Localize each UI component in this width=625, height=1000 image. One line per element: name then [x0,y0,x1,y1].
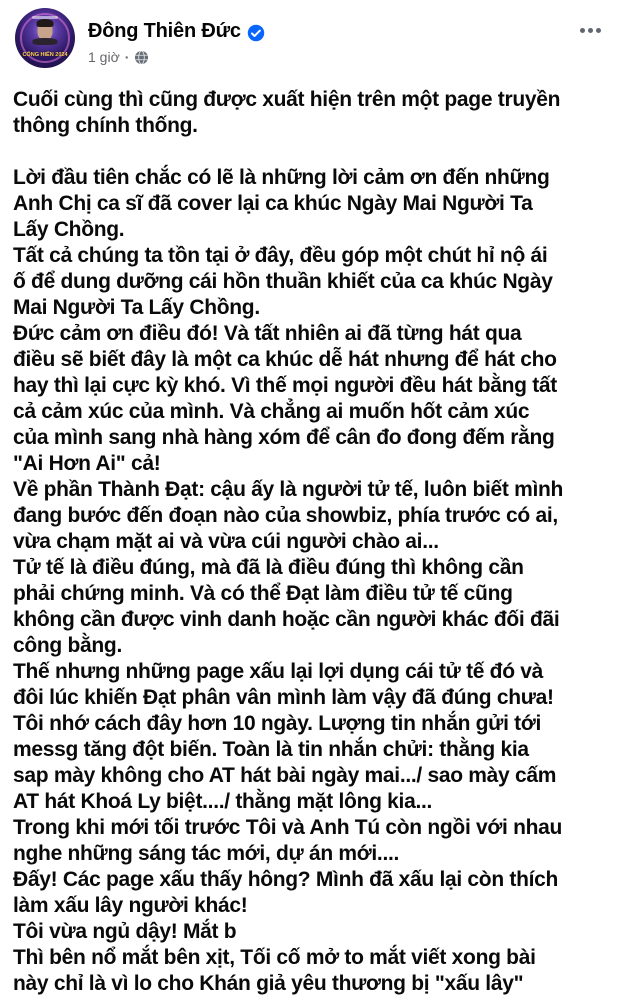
avatar-face [38,21,53,40]
post-text [0,87,625,997]
post-line: AT hát Khoá Ly biệt..../ thằng mặt lông kia... [13,790,433,813]
post-line: Đức cảm ơn điều đó! Và tất nhiên ai đã từng hát qua [13,322,522,345]
post-line: của mình sang nhà hàng xóm để cân đo đong đếm rằng [13,426,555,449]
post-line: vừa chạm mặt ai và vừa cúi người chào ai... [13,530,439,553]
post-line: Về phần Thành Đạt: cậu ấy là người tử tế, luôn biết mình [13,478,564,501]
globe-icon [134,50,149,65]
post-line: messg tăng đột biến. Toàn là tin nhắn chửi: thằng kia [13,738,529,761]
post-line: sap mày không cho AT hát bài ngày mai.../ sao mày cấm [13,764,557,787]
ellipsis-icon [580,28,585,33]
ellipsis-icon [596,28,601,33]
post-line: đang bước đến đoạn nào của showbiz, phía trước có ai, [13,504,558,527]
post-line: Thì bên nổ mắt bên xịt, Tối cố mở to mắt viết xong bài [13,946,536,969]
avatar[interactable] [15,8,75,68]
post-line: cả cảm xúc của mình. Và chẳng ai muốn hốt cảm xúc [13,400,530,423]
post-line: Cuối cùng thì cũng được xuất hiện trên một page truyền [13,88,561,111]
post-line: Tôi vừa ngủ dậy! Mắt b [13,920,237,943]
ellipsis-icon [588,28,593,33]
post-line: điều sẽ biết đây là một ca khúc dễ hát nhưng để hát cho [13,348,557,371]
post-line: ố để dung dưỡng cái hồn thuần khiết của ca khúc Ngày [13,270,553,293]
post-line: công bằng. [13,634,122,657]
post-line: làm xấu lây người khác! [13,894,248,917]
post-line: "Ai Hơn Ai" cả! [13,452,161,475]
post-line: Trong khi mới tối trước Tôi và Anh Tú còn ngồi với nhau [13,816,563,839]
timestamp[interactable]: 1 giờ [88,49,120,65]
post-line: hay thì lại cực kỳ khó. Vì thế mọi người đều hát bằng tất [13,374,557,397]
post-line: Đấy! Các page xấu thấy hông? Mình đã xấu lại còn thích [13,868,559,891]
post-line [13,139,621,165]
post-line: Lời đầu tiên chắc có lẽ là những lời cảm ơn đến những [13,166,550,189]
post-line: đôi lúc khiến Đạt phân vân mình làm vậy đã đúng chưa! [13,686,554,709]
name-row [88,20,609,43]
post-line: Tử tế là điều đúng, mà đã là điều đúng thì không cần [13,556,524,579]
post-line: nghe những sáng tác mới, dự án mới.... [13,842,400,865]
post-line: Tất cả chúng ta tồn tại ở đây, đều góp một chút hỉ nộ ái [13,244,548,267]
post-line: không cần được vinh danh hoặc cần người khác đối đãi [13,608,560,631]
post-line: Mai Người Ta Lấy Chồng. [13,296,260,319]
avatar-artwork [15,8,75,68]
header-info [88,8,609,65]
post-line: phải chứng minh. Và có thể Đạt làm điều tử tế cũng [13,582,513,605]
post-line: Thế nhưng những page xấu lại lợi dụng cái tử tế đó và [13,660,544,683]
post-line: thông chính thống. [13,114,198,137]
post-line: Tôi nhớ cách đây hơn 10 ngày. Lượng tin nhắn gửi tới [13,712,542,735]
post-line: Lấy Chồng. [13,218,125,241]
post-line: Anh Chị ca sĩ đã cover lại ca khúc Ngày Mai Người Ta [13,192,533,215]
meta-separator: · [124,49,130,65]
verified-badge-icon [247,24,265,42]
post-options-button[interactable] [576,22,605,39]
post-meta [88,49,609,65]
avatar-event-label: CỐNG HIẾN 2024 [22,52,68,58]
page-name[interactable]: Đông Thiên Đức [88,20,241,42]
post-header [0,0,625,68]
post-line: này chỉ là vì lo cho Khán giả yêu thương bị "xấu lây" [13,972,524,995]
